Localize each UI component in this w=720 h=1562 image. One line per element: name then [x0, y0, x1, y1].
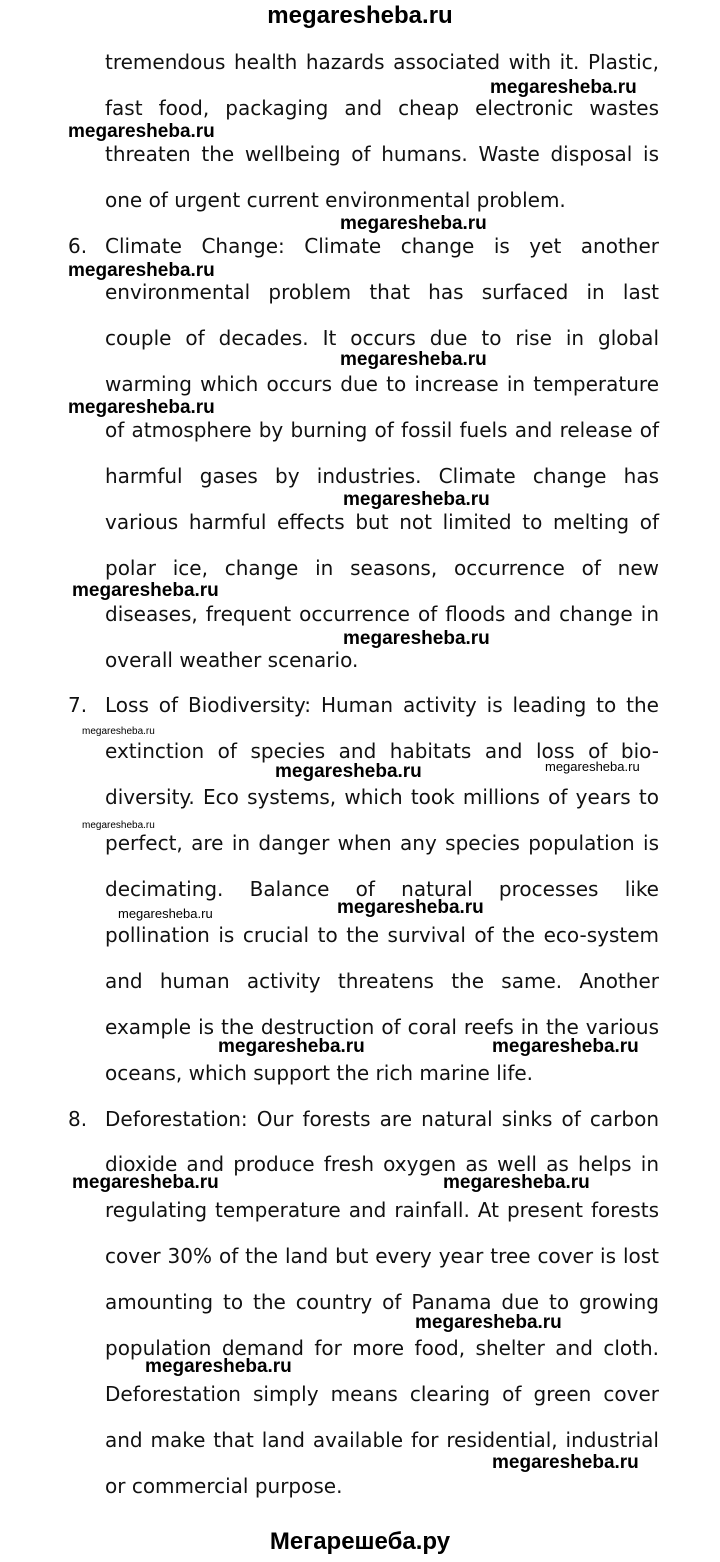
item-8-line-1: Deforestation: Our forests are natural sinks of carbon	[105, 1107, 659, 1131]
item-8-line-6: population demand for more food, shelter and cloth.	[105, 1336, 659, 1360]
watermark: megaresheba.ru	[275, 761, 422, 782]
item-8-line-3: regulating temperature and rainfall. At present forests	[105, 1198, 659, 1222]
watermark: megaresheba.ru	[340, 213, 487, 234]
intro-line-2: fast food, packaging and cheap electronic wastes	[105, 96, 659, 120]
watermark: megaresheba.ru	[82, 726, 155, 737]
item-8-number: 8.	[68, 1107, 88, 1131]
item-8-line-5: amounting to the country of Panama due to growing	[105, 1290, 659, 1314]
item-7-line-2: extinction of species and habitats and loss of bio-	[105, 739, 659, 763]
watermark: megaresheba.ru	[343, 489, 490, 510]
item-8-line-8: and make that land available for residential, industrial	[105, 1428, 659, 1452]
watermark: megaresheba.ru	[72, 1172, 219, 1193]
watermark: megaresheba.ru	[72, 580, 219, 601]
intro-line-1: tremendous health hazards associated with it. Plastic,	[105, 50, 659, 74]
watermark: megaresheba.ru	[545, 759, 640, 774]
intro-line-4: one of urgent current environmental problem.	[105, 188, 566, 212]
item-7-line-4: perfect, are in danger when any species population is	[105, 831, 659, 855]
item-6-line-10: overall weather scenario.	[105, 648, 359, 672]
watermark: megaresheba.ru	[343, 628, 490, 649]
item-7-line-1: Loss of Biodiversity: Human activity is leading to the	[105, 693, 659, 717]
item-6-line-7: various harmful effects but not limited to melting of	[105, 510, 659, 534]
watermark: megaresheba.ru	[490, 77, 637, 98]
watermark: megaresheba.ru	[68, 121, 215, 142]
watermark: megaresheba.ru	[68, 260, 215, 281]
item-7-line-8: example is the destruction of coral reefs in the various	[105, 1015, 659, 1039]
item-6-line-3: couple of decades. It occurs due to rise in global	[105, 326, 659, 350]
watermark: megaresheba.ru	[337, 897, 484, 918]
item-8-line-7: Deforestation simply means clearing of green cover	[105, 1382, 659, 1406]
item-6-line-8: polar ice, change in seasons, occurrence of new	[105, 556, 659, 580]
item-6-line-1: Climate Change: Climate change is yet another	[105, 234, 659, 258]
item-7-line-5: decimating. Balance of natural processes like	[105, 877, 659, 901]
watermark: megaresheba.ru	[415, 1312, 562, 1333]
watermark: megaresheba.ru	[68, 397, 215, 418]
watermark: megaresheba.ru	[145, 1356, 292, 1377]
intro-line-3: threaten the wellbeing of humans. Waste disposal is	[105, 142, 659, 166]
item-6-line-5: of atmosphere by burning of fossil fuels and release of	[105, 418, 659, 442]
item-8-line-4: cover 30% of the land but every year tree cover is lost	[105, 1244, 659, 1268]
item-6-line-6: harmful gases by industries. Climate change has	[105, 464, 659, 488]
site-footer: Мегарешеба.ру	[269, 1528, 451, 1555]
watermark: megaresheba.ru	[492, 1036, 639, 1057]
item-7-line-9: oceans, which support the rich marine life.	[105, 1061, 534, 1085]
item-7-number: 7.	[68, 693, 88, 717]
watermark: megaresheba.ru	[82, 820, 155, 831]
site-header: megaresheba.ru	[267, 2, 453, 29]
watermark: megaresheba.ru	[118, 906, 213, 921]
watermark: megaresheba.ru	[340, 349, 487, 370]
watermark: megaresheba.ru	[443, 1172, 590, 1193]
watermark: megaresheba.ru	[218, 1036, 365, 1057]
item-7-line-3: diversity. Eco systems, which took millions of years to	[105, 785, 659, 809]
item-6-line-9: diseases, frequent occurrence of floods and change in	[105, 602, 659, 626]
item-7-line-6: pollination is crucial to the survival of the eco-system	[105, 923, 659, 947]
item-6-number: 6.	[68, 234, 88, 258]
item-6-line-2: environmental problem that has surfaced in last	[105, 280, 659, 304]
item-8-line-9: or commercial purpose.	[105, 1474, 343, 1498]
item-6-line-4: warming which occurs due to increase in temperature	[105, 372, 659, 396]
watermark: megaresheba.ru	[492, 1452, 639, 1473]
item-7-line-7: and human activity threatens the same. Another	[105, 969, 659, 993]
item-8-line-2: dioxide and produce fresh oxygen as well as helps in	[105, 1152, 659, 1176]
